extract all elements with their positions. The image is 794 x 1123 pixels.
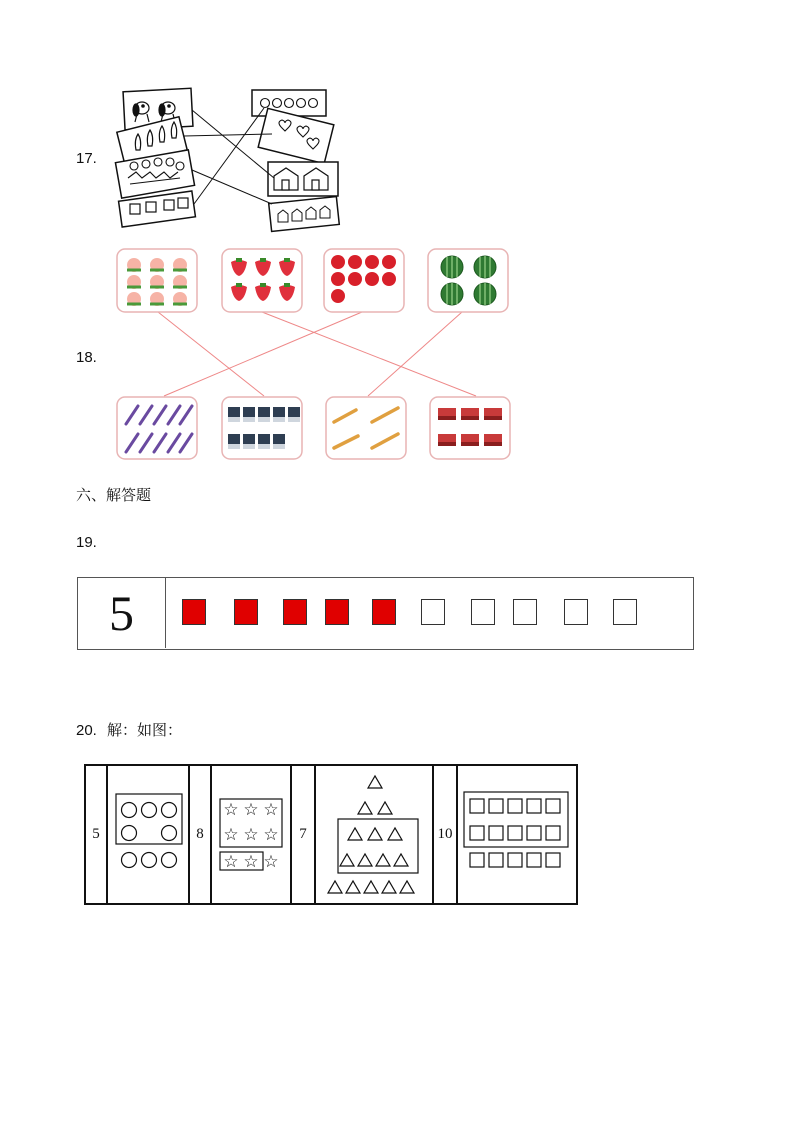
q20-star: ☆: [223, 800, 239, 820]
q20-star: ☆: [263, 852, 279, 872]
question-20-number: 20.: [76, 722, 97, 739]
q17-card-circles: [252, 90, 326, 116]
q20-triangle: [364, 881, 378, 893]
q20-triangle: [394, 854, 408, 866]
q18-card-apples: [324, 249, 404, 312]
q20-circle: [122, 803, 137, 818]
q20-square: [546, 826, 560, 840]
q20-panel-8-label-cell: [190, 766, 212, 903]
q20-square: [470, 799, 484, 813]
q18-card-pencils: [117, 397, 197, 459]
question-18-number: 18.: [76, 349, 97, 366]
q20-star: ☆: [263, 825, 279, 845]
q20-panel-5-circles: [108, 766, 188, 903]
q20-panel-10-label: 10: [437, 826, 453, 842]
q20-panel-8-label: 8: [196, 826, 204, 842]
q20-star: ☆: [243, 800, 259, 820]
q18-card-watermelons: [428, 249, 508, 312]
q20-figure: [84, 764, 578, 905]
q20-triangle: [376, 854, 390, 866]
q20-circle: [122, 853, 137, 868]
q20-star: ☆: [223, 825, 239, 845]
q20-square: [508, 853, 522, 867]
q20-square: [546, 853, 560, 867]
q20-triangle: [340, 854, 354, 866]
q20-square: [527, 853, 541, 867]
q20-square: [546, 799, 560, 813]
q20-triangle: [388, 828, 402, 840]
q20-triangle: [368, 776, 382, 788]
q19-count-box: [77, 577, 694, 650]
q19-filled-square: [234, 599, 258, 625]
q19-filled-square: [325, 599, 349, 625]
q20-circle: [142, 803, 157, 818]
q18-card-sticks: [326, 397, 406, 459]
q19-empty-square: [613, 599, 637, 625]
q20-panel-5-label: 5: [92, 826, 100, 842]
question-17-number: 17.: [76, 150, 97, 167]
q20-triangle: [328, 881, 342, 893]
q20-panel-7-triangles: [316, 766, 432, 903]
q18-card-strawberries: [222, 249, 302, 312]
q20-circle: [142, 853, 157, 868]
q18-match-lines: [158, 312, 476, 396]
question-20-answer-prefix: 解：如图：: [107, 721, 183, 739]
q20-square: [508, 826, 522, 840]
q20-circle: [162, 803, 177, 818]
q20-square: [489, 799, 503, 813]
q20-panel-7-label: 7: [299, 826, 307, 842]
q18-card-erasers: [222, 397, 302, 459]
q20-star: ☆: [223, 852, 239, 872]
q19-filled-square: [372, 599, 396, 625]
q20-square: [489, 826, 503, 840]
q19-filled-square: [182, 599, 206, 625]
q20-triangle: [346, 881, 360, 893]
q20-panel-8-stars: [212, 766, 290, 903]
q18-card-sharpeners: [430, 397, 510, 459]
q20-square: [470, 853, 484, 867]
q20-star: ☆: [263, 800, 279, 820]
question-19-number: 19.: [76, 534, 97, 551]
q18-card-peaches: [117, 249, 197, 312]
q19-empty-square: [471, 599, 495, 625]
q20-triangle: [348, 828, 362, 840]
q20-panel-7-box: [338, 819, 418, 873]
q20-star: ☆: [243, 852, 259, 872]
q20-square: [489, 853, 503, 867]
q19-count: 5: [109, 585, 134, 641]
q20-star: ☆: [243, 825, 259, 845]
q20-triangle: [378, 802, 392, 814]
q20-triangle: [358, 802, 372, 814]
q20-triangle: [400, 881, 414, 893]
q20-square: [508, 799, 522, 813]
q20-square: [527, 826, 541, 840]
q20-panel-7-label-cell: [292, 766, 316, 903]
q20-triangle: [358, 854, 372, 866]
q20-square: [470, 826, 484, 840]
question-20-answer: [76, 719, 182, 740]
q19-empty-square: [513, 599, 537, 625]
q20-circle: [162, 826, 177, 841]
q20-panel-10-box: [464, 792, 568, 847]
q17-card-houses: [268, 162, 338, 196]
q18-matching-figure: [112, 244, 512, 464]
q20-square: [527, 799, 541, 813]
q19-empty-square: [421, 599, 445, 625]
section-title: 六、解答题: [76, 486, 152, 504]
q17-match-lines: [184, 108, 274, 204]
q20-circle: [162, 853, 177, 868]
q17-card-small-houses: [269, 197, 340, 232]
q20-triangle: [382, 881, 396, 893]
q19-filled-square: [283, 599, 307, 625]
q20-circle: [122, 826, 137, 841]
q20-panel-10-squares: [458, 766, 576, 903]
q20-triangle: [368, 828, 382, 840]
q19-number-cell: [78, 578, 166, 648]
q20-panel-10-label-cell: [434, 766, 458, 903]
q19-squares: [166, 578, 693, 648]
q20-panel-5-label-cell: [86, 766, 108, 903]
q20-panel-5-box: [116, 794, 182, 844]
q17-matching-figure: [112, 86, 342, 236]
q19-empty-square: [564, 599, 588, 625]
